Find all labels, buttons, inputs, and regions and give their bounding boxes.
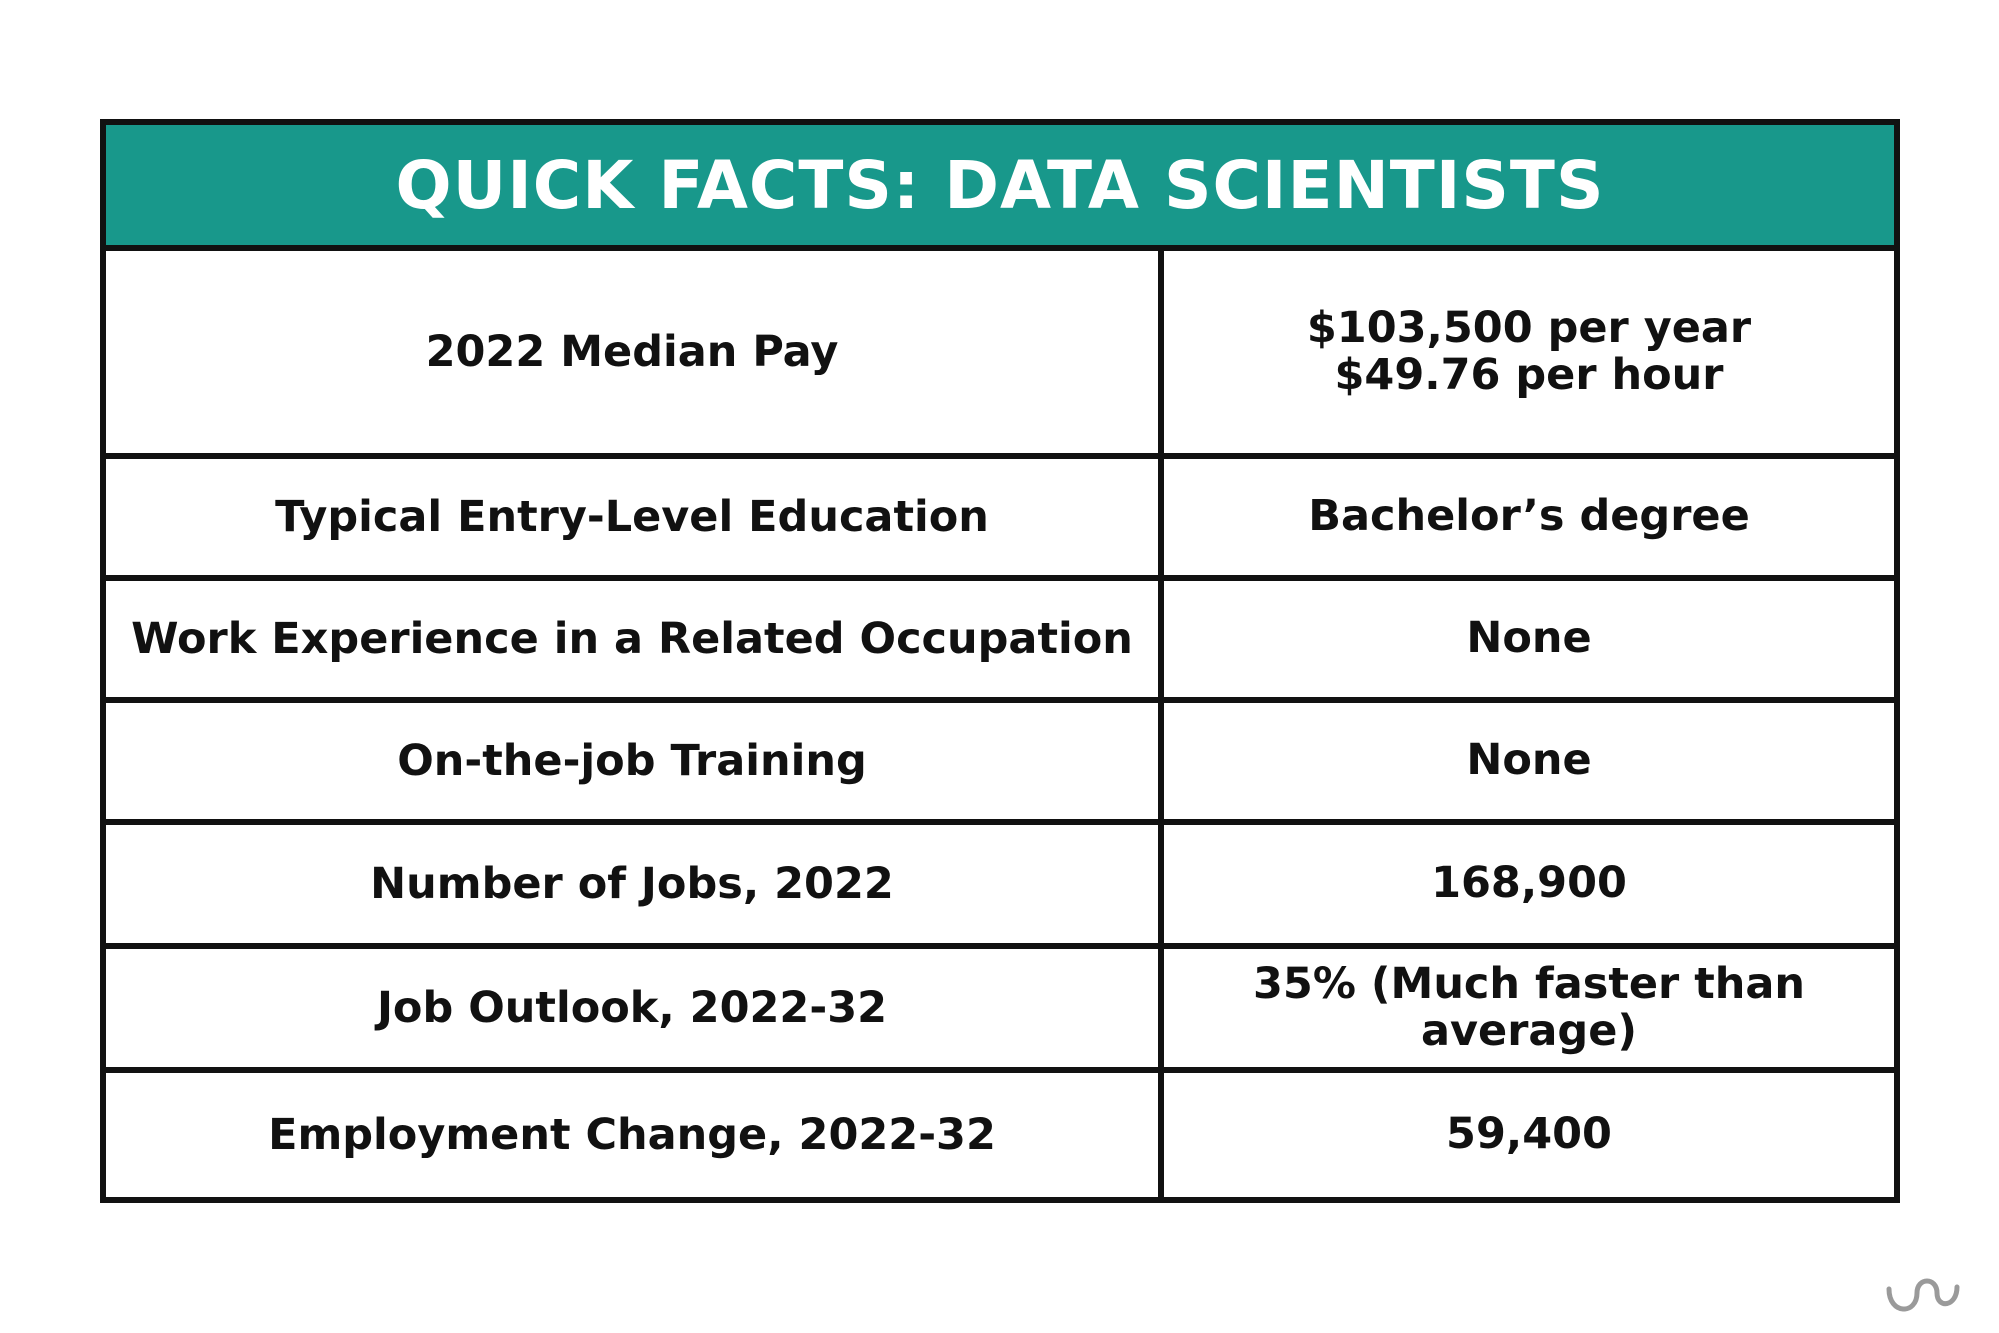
row-value-number-of-jobs: 168,900: [1431, 858, 1627, 909]
row-value-employment-change: 59,400: [1446, 1109, 1612, 1160]
table-row: [106, 825, 1894, 949]
row-label-median-pay: 2022 Median Pay: [106, 251, 1164, 453]
table-row: [106, 581, 1894, 703]
row-value-training: None: [1466, 735, 1592, 786]
row-value-education: Bachelor’s degree: [1308, 491, 1750, 542]
table-row: [106, 703, 1894, 825]
row-label-number-of-jobs: Number of Jobs, 2022: [106, 825, 1164, 943]
quick-facts-table: [100, 119, 1900, 1203]
table-row: [106, 1073, 1894, 1197]
table-row: [106, 251, 1894, 459]
row-value-work-experience: None: [1466, 613, 1592, 664]
table-title: QUICK FACTS: DATA SCIENTISTS: [395, 146, 1605, 224]
row-value-median-pay: [1164, 251, 1894, 453]
brand-logo-icon: [1883, 1267, 1963, 1317]
median-pay-hourly: $49.76 per hour: [1334, 350, 1724, 400]
table-row: [106, 459, 1894, 581]
row-label-education: Typical Entry-Level Education: [106, 459, 1164, 575]
table-header: [106, 125, 1894, 251]
row-label-training: On-the-job Training: [106, 703, 1164, 819]
table-row: [106, 949, 1894, 1073]
row-label-job-outlook: Job Outlook, 2022-32: [106, 949, 1164, 1067]
median-pay-yearly: $103,500 per year: [1306, 302, 1752, 353]
row-value-job-outlook: 35% (Much faster than average): [1252, 958, 1806, 1056]
row-label-work-experience: Work Experience in a Related Occupation: [106, 581, 1164, 697]
row-label-employment-change: Employment Change, 2022-32: [106, 1073, 1164, 1197]
